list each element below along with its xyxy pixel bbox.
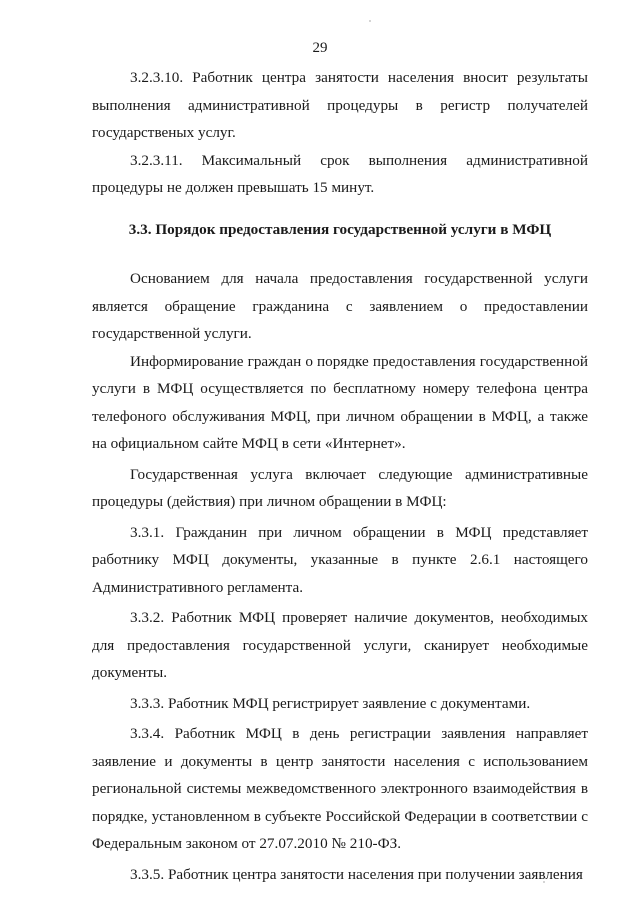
- paragraph-3-3-1: 3.3.1. Гражданин при личном обращении в МФЦ представляет работнику МФЦ документы, указанные в пункте 2.6.1 настоящего Административного регламента.: [92, 523, 588, 596]
- document-body: [92, 64, 588, 888]
- paragraph-3-3-2: 3.3.2. Работник МФЦ проверяет наличие документов, необходимых для предоставления государственной услуги, сканирует необходимые документы.: [92, 609, 588, 681]
- scan-speck: [369, 20, 371, 22]
- page-number: 29: [312, 40, 328, 56]
- paragraph-informing: Информирование граждан о порядке предоставления государственной услуги в МФЦ осуществляется по бесплатному номеру телефона центра телефоного обслуживания МФЦ, при личном обращении в МФЦ, а также на официальном сайте МФЦ в сети «Интернет».: [92, 352, 588, 452]
- paragraph-3-3-4: 3.3.4. Работник МФЦ в день регистрации заявления направляет заявление и документы в центр занятости населения с использованием региональной системы межведомственного электронного взаимодействия в порядке, установленном в субъекте Российской Федерации в соответствии с Федеральным законом от 27.07.2010 № 210-ФЗ.: [92, 725, 588, 852]
- paragraph-procedures-intro: Государственная услуга включает следующие административные процедуры (действия) при личном обращении в МФЦ:: [92, 465, 588, 510]
- paragraph-3-2-3-11: 3.2.3.11. Максимальный срок выполнения административной процедуры не должен превышать 15 минут.: [92, 151, 588, 196]
- paragraph-basis: Основанием для начала предоставления государственной услуги является обращение гражданина с заявлением о предоставлении государственной услуги.: [92, 270, 588, 342]
- paragraph-3-3-5: 3.3.5. Работник центра занятости населения при получении заявления: [130, 865, 583, 883]
- paragraph-3-3-3: 3.3.3. Работник МФЦ регистрирует заявление с документами.: [130, 694, 531, 712]
- paragraph-3-2-3-10: 3.2.3.10. Работник центра занятости населения вносит результаты выполнения административной процедуры в регистр получателей государственых услуг.: [92, 69, 588, 141]
- section-heading: 3.3. Порядок предоставления государственной услуги в МФЦ: [128, 220, 552, 238]
